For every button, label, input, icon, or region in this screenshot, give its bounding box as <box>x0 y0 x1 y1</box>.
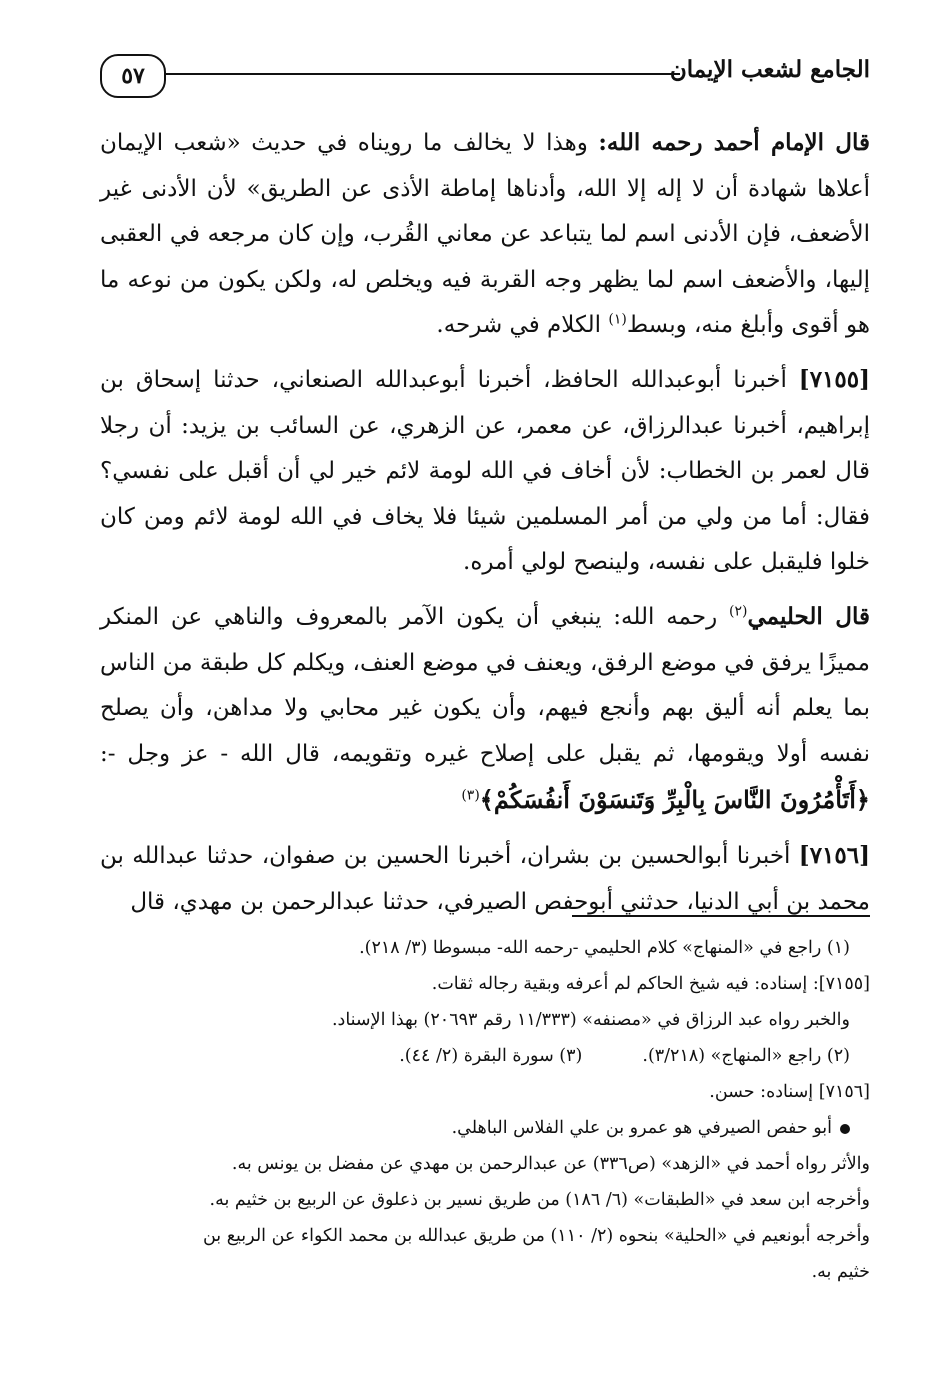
bullet-icon <box>840 1124 850 1134</box>
hadith-number: [٧١٥٥] <box>798 365 870 393</box>
footnote-ref: (١) <box>608 311 627 328</box>
footnote-7156-zuhd: والأثر رواه أحمد في «الزهد» (ص٣٣٦) عن عبدالرحمن بن مهدي عن مفضل بن يونس به. <box>231 1154 870 1174</box>
hadith-text: أخبرنا أبوعبدالله الحافظ، أخبرنا أبوعبدالله الصنعاني، حدثنا إسحاق بن إبراهيم، أخبرنا عبدالرزاق، عن معمر، عن الزهري، عن السائب بن يزيد: أن رجلا قال لعمر بن الخطاب: لأن أخاف في الله لومة لائم خير لي أن أقبل على نفسي؟ فقال: أما من ولي من أمر المسلمين شيئا فلا يخاف في الله لومة لائم ومن كان خلوا فليقبل على نفسه، ولينصح لولي أمره. <box>100 366 870 576</box>
footnote-7156-isnad: [٧١٥٦] إسناده: حسن. <box>709 1082 870 1102</box>
hadith-number: [٧١٥٦] <box>798 841 870 869</box>
paragraph-halimi <box>100 594 870 825</box>
footnote-ref: (٣) <box>461 787 480 804</box>
footnote-3: (٣) سورة البقرة (٢/ ٤٤). <box>399 1046 583 1066</box>
footnote-7156-tabaqat: وأخرجه ابن سعد في «الطبقات» (٦/ ١٨٦) من طريق نسير بن ذعلوق عن الربيع بن خثيم به. <box>209 1190 870 1210</box>
hadith-7156 <box>100 833 870 925</box>
footnote-1: (١) راجع في «المنهاج» كلام الحليمي -رحمه الله- مبسوطا (٣/ ٢١٨). <box>359 938 850 958</box>
page-header <box>100 46 870 106</box>
footnote-7156-bullet <box>100 1110 870 1146</box>
paragraph-text: رحمه الله: ينبغي أن يكون الآمر بالمعروف والناهي عن المنكر مميزًا يرفق في موضع الرفق، ويعنف في موضع العنف، ويكلم كل طبقة من الناس بما يعلم أنه أليق بهم وأنجع فيهم، وأن يكون غير محابي ولا مداهن، وأن يصلح نفسه أولا ويقومها، ثم يقبل على إصلاح غيره وتقويمه، قال الله - عز وجل -: <box>100 603 870 767</box>
footnote-7156-narrator: أبو حفص الصيرفي هو عمرو بن علي الفلاس الباهلي. <box>451 1118 832 1138</box>
paragraph-lead: قال الإمام أحمد رحمه الله: <box>598 129 870 156</box>
footnote-7155-isnad: [٧١٥٥]: إسناده: فيه شيخ الحاكم لم أعرفه وبقية رجاله ثقات. <box>431 974 870 994</box>
main-text <box>100 120 870 933</box>
footnote-ref: (٢) <box>729 603 748 620</box>
running-title: الجامع لشعب الإيمان <box>669 56 870 83</box>
paragraph-imam-ahmad <box>100 120 870 349</box>
footnote-7155-source: والخبر رواه عبد الرزاق في «مصنفه» (١١/٣٣٣ رقم ٢٠٦٩٣) بهذا الإسناد. <box>331 1010 850 1030</box>
footnote-separator <box>572 915 870 917</box>
paragraph-tail: الكلام في شرحه. <box>436 312 609 339</box>
footnote-2: (٢) راجع «المنهاج» (٣/٢١٨). <box>642 1046 850 1066</box>
footnotes <box>100 930 870 1290</box>
paragraph-text: وهذا لا يخالف ما رويناه في حديث «شعب الإيمان أعلاها شهادة أن لا إله إلا الله، وأدناها إماطة الأذى عن الطريق» لأن الأدنى غير الأضعف، فإن الأدنى اسم لما يتباعد عن معاني القُرب، وإن كان مرجعه في العقبى إليها، والأضعف اسم لما يظهر وجه القربة فيه ويخلص له، ولكن يكون من نوعه ما هو أقوى وأبلغ منه، وبسط <box>100 130 870 339</box>
header-rule <box>166 73 680 75</box>
footnote-2-3 <box>100 1038 870 1074</box>
hadith-7155 <box>100 357 870 586</box>
footnote-7156-hilya: وأخرجه أبونعيم في «الحلية» بنحوه (٢/ ١١٠) من طريق عبدالله بن محمد الكواء عن الربيع بن <box>202 1226 870 1246</box>
page-number: ٥٧ <box>100 54 166 98</box>
footnote-7156-end: خثيم به. <box>811 1262 870 1282</box>
paragraph-lead: قال الحليمي <box>747 602 870 630</box>
hadith-text: أخبرنا أبوالحسين بن بشران، أخبرنا الحسين بن صفوان، حدثنا عبدالله بن محمد بن أبي الدنيا، حدثني أبوحفص الصيرفي، حدثنا عبدالرحمن بن مهدي، قال <box>100 842 870 915</box>
quran-verse: ﴿أَتَأْمُرُونَ النَّاسَ بِالْبِرِّ وَتَنسَوْنَ أَنفُسَكُمْ﴾ <box>479 785 870 815</box>
